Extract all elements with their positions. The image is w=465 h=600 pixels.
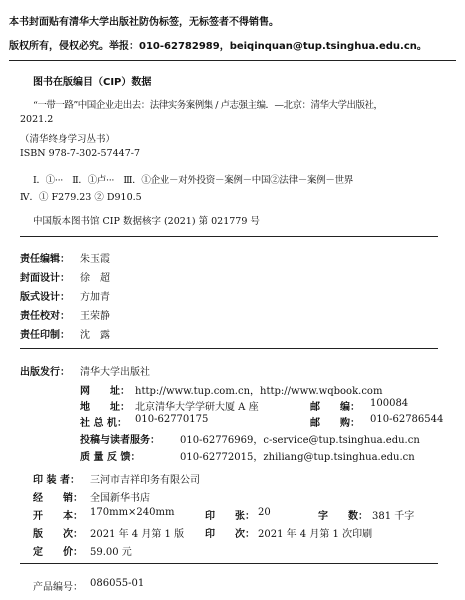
cip-heading: 图书在版编目（CIP）数据 [33, 77, 152, 88]
quality-feedback-label: 质 量 反 馈： [80, 452, 141, 463]
website-label: 网 址： [80, 386, 130, 397]
staff-label: 版式设计： [20, 292, 70, 303]
sheets-value: 20 [258, 507, 271, 518]
printer-value: 三河市吉祥印务有限公司 [90, 475, 200, 486]
staff-value: 朱玉霞 [80, 254, 110, 265]
staff-label: 责任印制： [20, 330, 70, 341]
staff-value: 徐 超 [80, 273, 110, 284]
word-count-value: 381 千字 [372, 511, 415, 522]
staff-value: 方加青 [80, 292, 110, 303]
sheets-label: 印 张： [205, 511, 255, 522]
product-code-label: 产品编号： [33, 582, 83, 593]
publisher-name: 清华大学出版社 [80, 367, 150, 378]
edition-label: 版 次： [33, 529, 83, 540]
copyright-notice: 版权所有，侵权必究。举报：010-62782989，beiqinquan@tup.tsinghua.edu.cn。 [9, 41, 427, 52]
postcode-label: 邮 编： [310, 402, 360, 413]
address-value: 北京清华大学学研大厦 A 座 [135, 402, 259, 413]
printing-label: 印 次： [205, 529, 255, 540]
mail-order-value: 010-62786544 [370, 414, 444, 425]
mail-order-label: 邮 购： [310, 418, 360, 429]
price-value: 59.00 元 [90, 547, 132, 558]
cip-title-line: “一带一路”中国企业走出去：法律实务案例集 / 卢志强主编．—北京：清华大学出版社， [33, 100, 383, 111]
divider [20, 348, 438, 349]
cip-classification-1: Ⅰ．①··· Ⅱ．①卢··· Ⅲ．①企业－对外投资－案例－中国②法律－案例－世界 [33, 175, 353, 186]
staff-value: 王荣静 [80, 311, 110, 322]
format-value: 170mm×240mm [90, 507, 175, 518]
anti-counterfeit-notice: 本书封面贴有清华大学出版社防伪标签，无标签者不得销售。 [9, 17, 279, 28]
cip-classification-2: Ⅳ．① F279.23 ② D910.5 [20, 192, 142, 203]
cip-isbn: ISBN 978-7-302-57447-7 [20, 148, 140, 159]
distributor-value: 全国新华书店 [90, 493, 150, 504]
word-count-label: 字 数： [318, 511, 368, 522]
staff-label: 封面设计： [20, 273, 70, 284]
contribution-value: 010-62776969，c-service@tup.tsinghua.edu.cn [180, 435, 420, 446]
cip-year: 2021.2 [20, 114, 54, 125]
switchboard-value: 010-62770175 [135, 414, 209, 425]
staff-label: 责任编辑： [20, 254, 70, 265]
divider [20, 563, 438, 564]
printing-value: 2021 年 4 月第 1 次印刷 [258, 529, 373, 540]
divider [20, 236, 438, 237]
divider [9, 60, 456, 61]
format-label: 开 本： [33, 511, 83, 522]
cip-series: （清华终身学习丛书） [20, 134, 116, 145]
publisher-label: 出版发行： [20, 367, 70, 378]
price-label: 定 价： [33, 547, 83, 558]
switchboard-label: 社 总 机： [80, 418, 127, 429]
edition-value: 2021 年 4 月第 1 版 [90, 529, 185, 540]
postcode-value: 100084 [370, 398, 409, 409]
product-code-value: 086055-01 [90, 578, 145, 589]
distributor-label: 经 销： [33, 493, 83, 504]
quality-feedback-value: 010-62772015，zhiliang@tup.tsinghua.edu.cn [180, 452, 415, 463]
printer-label: 印 装 者： [33, 475, 80, 486]
staff-value: 沈 露 [80, 330, 110, 341]
address-label: 地 址： [80, 402, 130, 413]
contribution-label: 投稿与读者服务： [80, 435, 160, 446]
website-value: http://www.tup.com.cn，http://www.wqbook.com [135, 386, 383, 397]
cip-verification: 中国版本图书馆 CIP 数据核字 (2021) 第 021779 号 [33, 216, 260, 227]
staff-label: 责任校对： [20, 311, 70, 322]
